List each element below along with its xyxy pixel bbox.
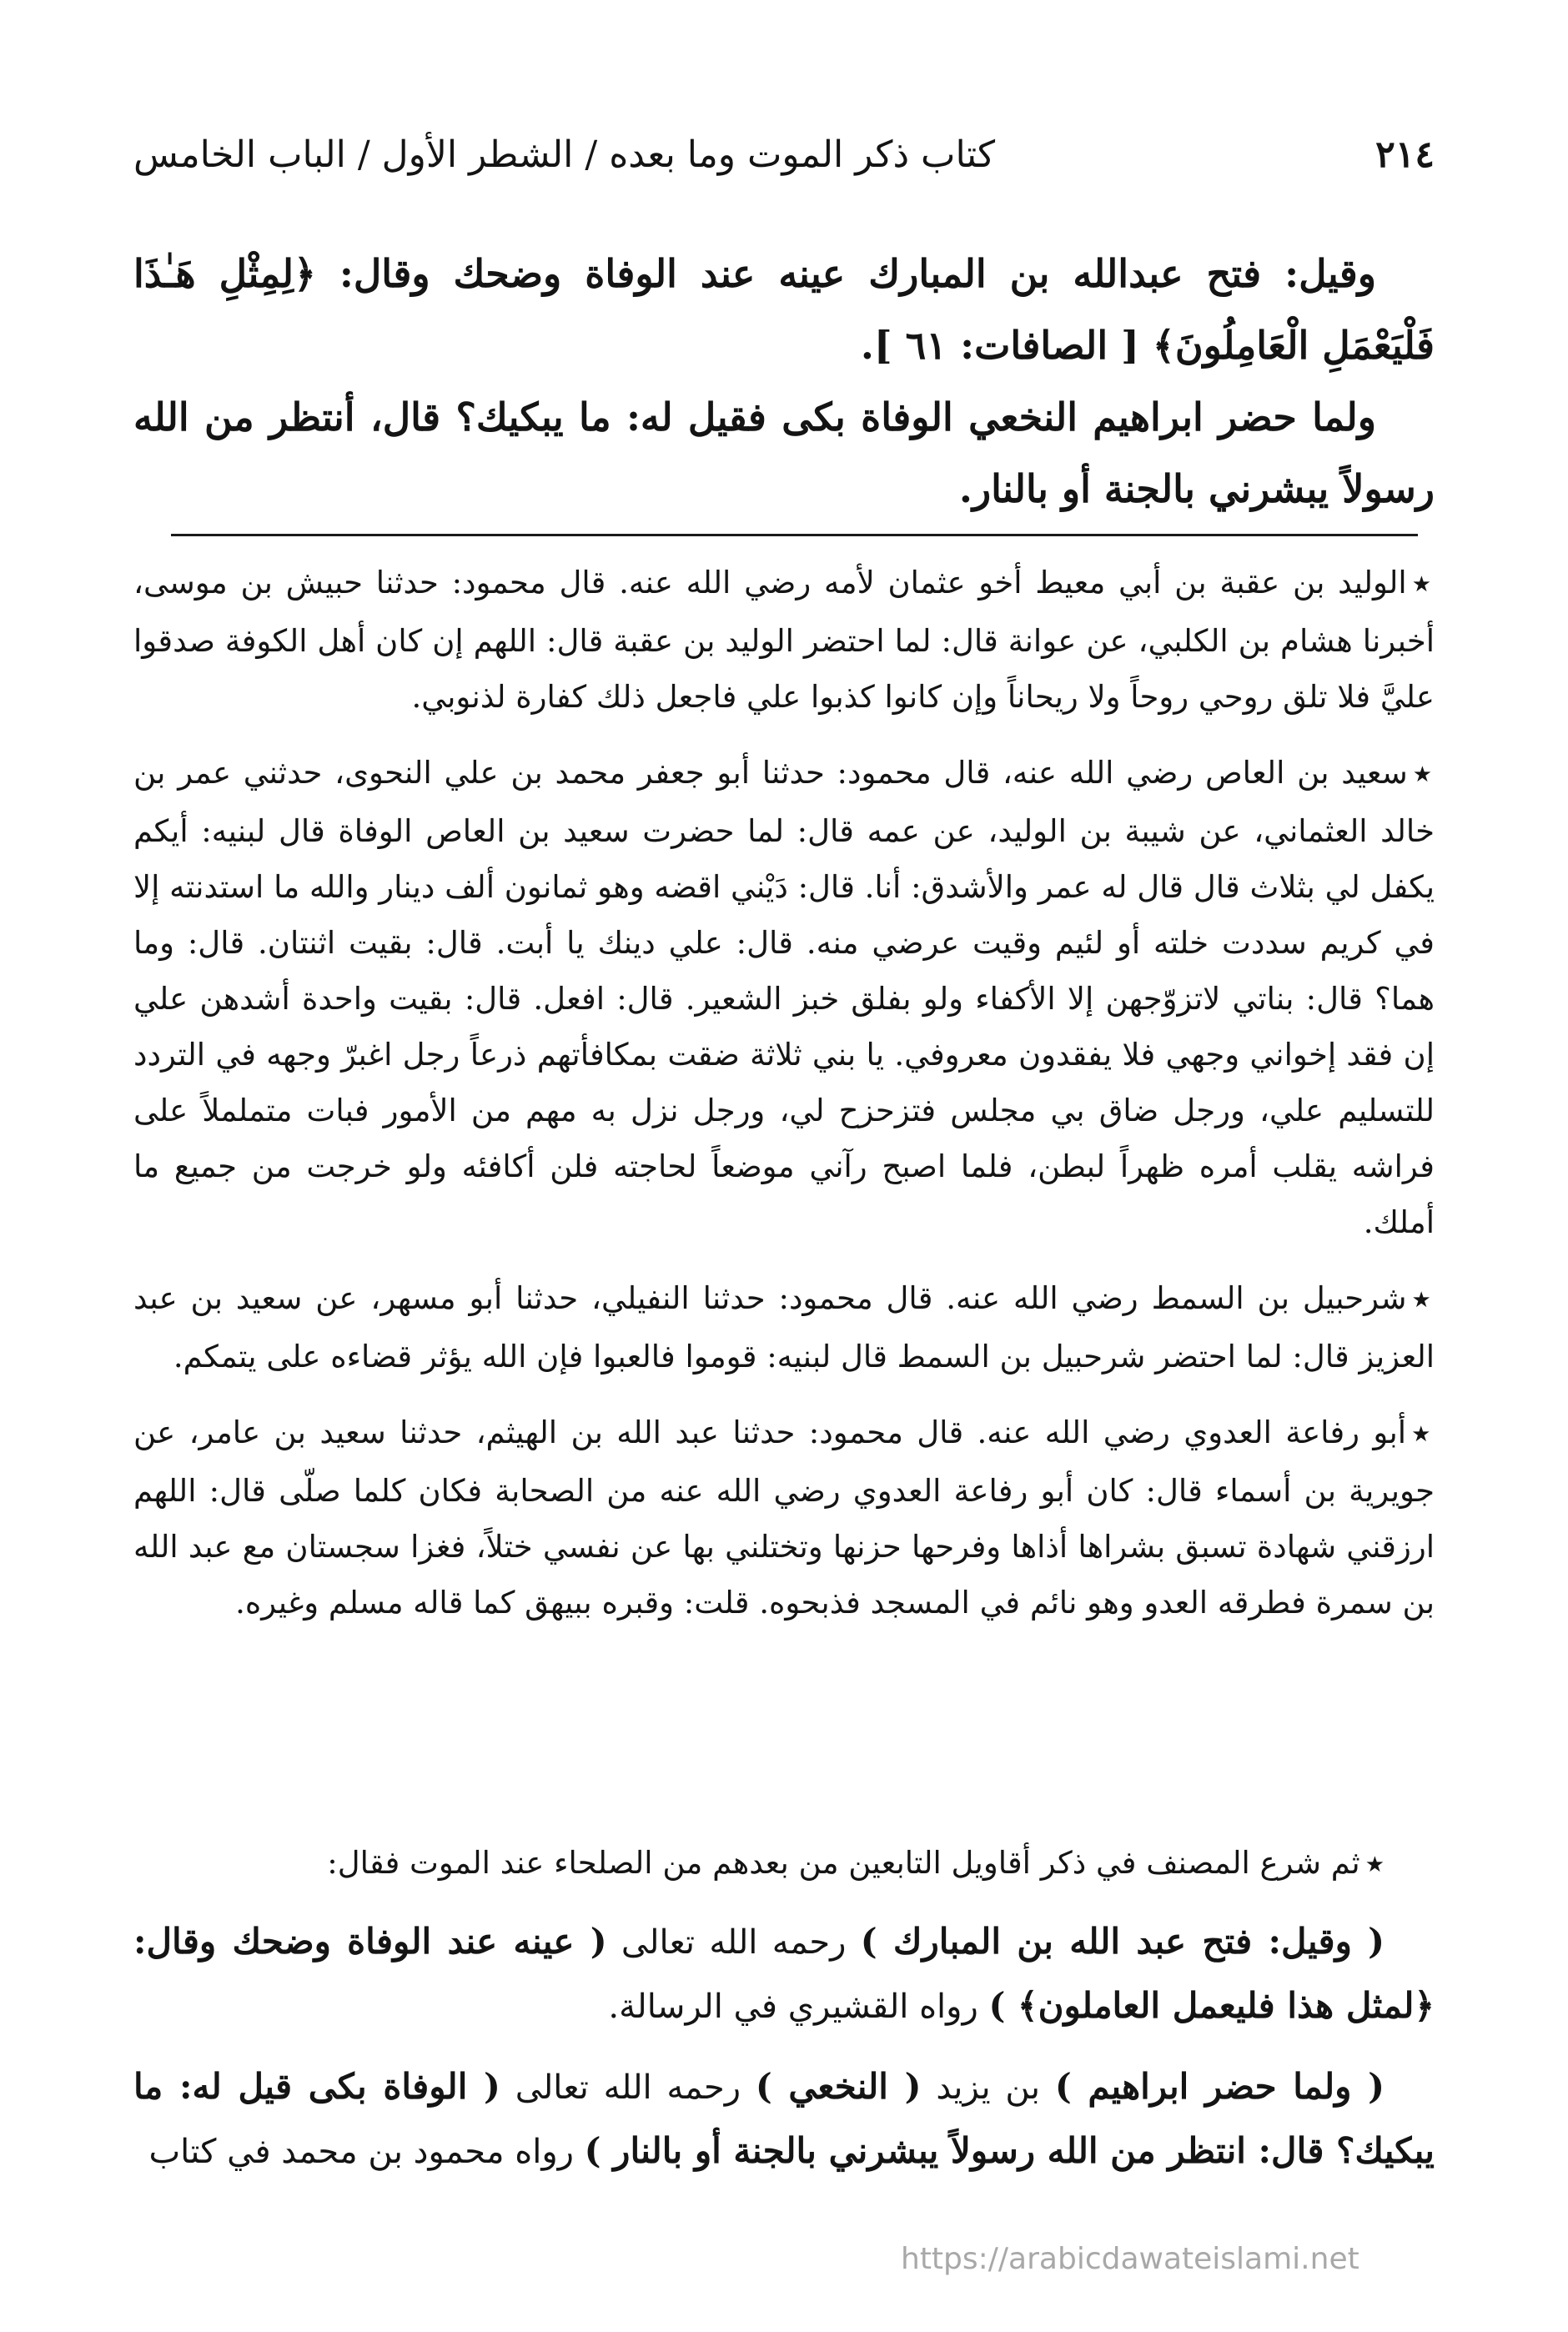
commentary-text: بن يزيد xyxy=(936,2068,1041,2107)
star-icon: ★ xyxy=(1364,1852,1385,1877)
star-icon: ★ xyxy=(1411,1288,1435,1313)
commentary-text: رواه محمود بن محمد في كتاب xyxy=(148,2133,574,2171)
commentary-paragraph xyxy=(133,2055,1435,2184)
footnote-text: أبو رفاعة العدوي رضي الله عنه. قال محمود: حدثنا عبد الله بن الهيثم، حدثنا سعيد بن عامر، عن جويرية بن أسماء قال: كان أبو رفاعة العدوي رضي الله عنه من الصحابة فكان كلما صلّى قال: اللهم ارزقني شهادة تسبق بشراها أذاها وفرحها حزنها وتختلني بها عن نفسي ختلاً، فغزا سجستان مع عبد الله بن سمرة فطرقه العدو وهو نائم في المسجد فذبحوه. قلت: وقبره ببيهق كما قاله مسلم وغيره. xyxy=(133,1415,1435,1621)
footnote xyxy=(133,1405,1435,1631)
commentary-paragraph xyxy=(133,1910,1435,2038)
page-number: ٢١٤ xyxy=(1375,133,1435,176)
commentary-text: رحمه الله تعالى xyxy=(621,1923,847,1962)
footnote xyxy=(133,745,1435,1250)
commentary-text: ثم شرع المصنف في ذكر أقاويل التابعين من بعدهم من الصلحاء عند الموت فقال: xyxy=(327,1845,1360,1881)
watermark-url: https://arabicdawateislami.net xyxy=(901,2242,1359,2276)
star-icon: ★ xyxy=(1411,572,1435,597)
page-header xyxy=(133,125,1435,183)
quoted-text: ( عينه عند الوفاة وضحك وقال: ﴿لمثل هذا فليعمل العاملون﴾ ) xyxy=(133,1921,1435,2026)
commentary-text: رحمه الله تعالى xyxy=(515,2068,741,2107)
star-icon: ★ xyxy=(1411,1422,1435,1447)
commentary-text: رواه القشيري في الرسالة. xyxy=(608,1988,978,2026)
main-paragraph: ولما حضر ابراهيم النخعي الوفاة بكى فقيل له: ما يبكيك؟ قال، أنتظر من الله رسولاً يبشرني بالجنة أو بالنار. xyxy=(133,395,1435,511)
footnote-text: الوليد بن عقبة بن أبي معيط أخو عثمان لأمه رضي الله عنه. قال محمود: حدثنا حبيش بن موسى، أخبرنا هشام بن الكلبي، عن عوانة قال: لما احتضر الوليد بن عقبة قال: اللهم إن كان أهل الكوفة صدقوا عليَّ فلا تلق روحي روحاً ولا ريحاناً وإن كانوا كذبوا علي فاجعل ذلك كفارة لذنوبي. xyxy=(133,565,1435,715)
footnotes xyxy=(133,555,1435,1651)
footnote-text: شرحبيل بن السمط رضي الله عنه. قال محمود: حدثنا النفيلي، حدثنا أبو مسهر، عن سعيد بن عبد العزيز قال: لما احتضر شرحبيل بن السمط قال لبنيه: قوموا فالعبوا فإن الله يؤثر قضاءه على يتمكم. xyxy=(133,1280,1435,1375)
footnote xyxy=(133,1270,1435,1385)
main-paragraph: وقيل: فتح عبدالله بن المبارك عينه عند الوفاة وضحك وقال: ﴿لِمِثْلِ هَـٰذَا فَلْيَعْمَلِ الْعَامِلُونَ﴾ [ الصافات: ٦١ ]. xyxy=(133,251,1435,368)
quoted-text: ( الوفاة بكى قيل له: ما يبكيك؟ قال: انتظر من الله رسولاً يبشرني بالجنة أو بالنار ) xyxy=(133,2066,1435,2171)
commentary xyxy=(133,1835,1435,2200)
commentary-intro xyxy=(133,1835,1435,1893)
quoted-text: ( النخعي ) xyxy=(755,2066,922,2107)
footnote xyxy=(133,555,1435,725)
star-icon: ★ xyxy=(1412,762,1435,787)
running-title: كتاب ذكر الموت وما بعده / الشطر الأول / الباب الخامس xyxy=(133,133,996,176)
main-text xyxy=(133,238,1435,525)
quoted-text: ( وقيل: فتح عبد الله بن المبارك ) xyxy=(860,1921,1385,1962)
quoted-text: ( ولما حضر ابراهيم ) xyxy=(1054,2066,1385,2107)
footnote-divider xyxy=(171,534,1418,536)
footnote-text: سعيد بن العاص رضي الله عنه، قال محمود: حدثنا أبو جعفر محمد بن علي النحوى، حدثني عمر بن خالد العثماني، عن شيبة بن الوليد، عن عمه قال: لما حضرت سعيد بن العاص الوفاة قال لبنيه: أيكم يكفل لي بثلاث قال قال له عمر والأشدق: أنا. قال: دَيْني اقضه وهو ثمانون ألف دينار والله ما استدنته إلا في كريم سددت خلته أو لئيم وقيت عرضي منه. قال: علي دينك يا أبت. قال: بقيت اثنتان. قال: وما هما؟ قال: بناتي لاتزوّجهن إلا الأكفاء ولو بفلق خبز الشعير. قال: افعل. قال: بقيت واحدة أشدهن علي إن فقد إخواني وجهي فلا يفقدون معروفي. يا بني ثلاثة ضقت بمكافأتهم ذرعاً رجل اغبرّ وجهه في التردد للتسليم علي، ورجل ضاق بي مجلس فتزحزح لي، ورجل نزل به مهم من الأمور فبات متململاً على فراشه يقلب أمره ظهراً لبطن، فلما اصبح رآني موضعاً لحاجته فلن أكافئه ولو خرجت من جميع ما أملك. xyxy=(133,755,1435,1240)
